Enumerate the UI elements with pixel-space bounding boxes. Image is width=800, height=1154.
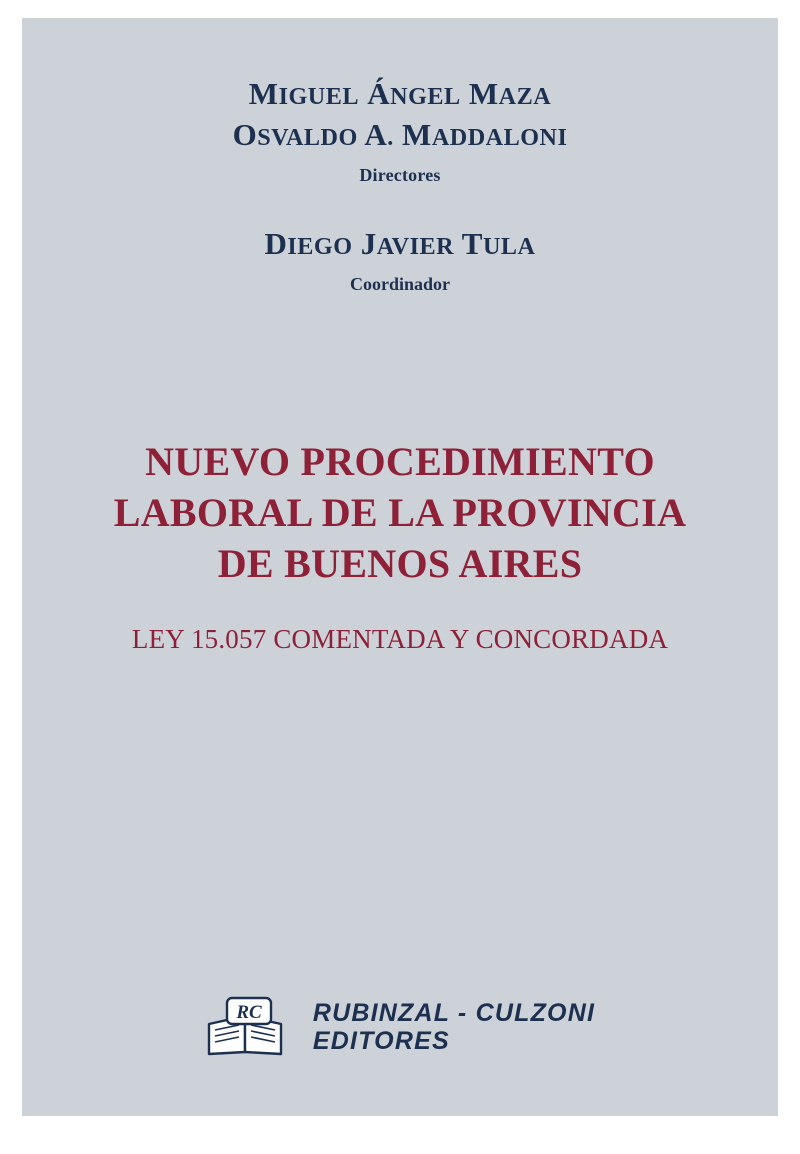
rubinzal-culzoni-logo-icon [205, 996, 291, 1058]
director-name-2: OSVALDO A. MADDALONI [232, 116, 568, 152]
credits-block [22, 76, 778, 295]
coordinator-role-label: Coordinador [349, 274, 450, 295]
svg-text:RC: RC [236, 1002, 262, 1023]
publisher-name-line-1: RUBINZAL - CULZONI [312, 999, 596, 1027]
cover-panel [22, 18, 778, 1116]
directors-role-label: Directores [359, 165, 441, 186]
title-line-2: LABORAL DE LA PROVINCIA [113, 490, 687, 536]
subtitle: LEY 15.057 COMENTADA Y CONCORDADA [131, 623, 669, 654]
director-name-1: MIGUEL ÁNGEL MAZA [248, 76, 552, 111]
title-line-1: NUEVO PROCEDIMIENTO [145, 439, 655, 484]
publisher-name-line-2: EDITORES [312, 1027, 450, 1055]
title-block [22, 436, 778, 655]
title-line-3: DE BUENOS AIRES [217, 541, 583, 587]
publisher-name [313, 999, 595, 1055]
publisher-block [22, 996, 778, 1058]
coordinator-name: DIEGO JAVIER TULA [264, 226, 536, 262]
